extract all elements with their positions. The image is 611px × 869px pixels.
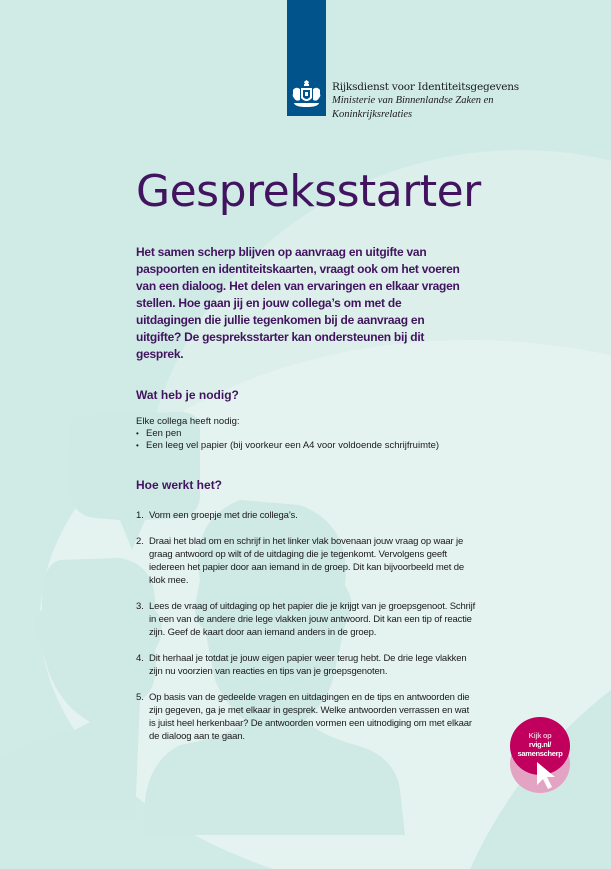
list-item	[136, 428, 481, 440]
step-text: Vorm een groepje met drie collega’s.	[149, 510, 298, 521]
step-text: Draai het blad om en schrijf in het linker vlak bovenaan jouw vraag op waar je graag antwoord op wilt of de uitdaging die je tegenkomt. Vervolgens geeft iedereen het papier door aan iemand in de groep. Dit kan bijvoorbeeld met de klok mee.	[149, 536, 464, 586]
document-content	[136, 160, 481, 756]
ministry-name-line1: Ministerie van Binnenlandse Zaken en	[332, 95, 494, 106]
organization-name: Rijksdienst voor Identiteitsgegevens	[332, 81, 519, 93]
step-text: Op basis van de gedeelde vragen en uitdagingen en de tips en antwoorden die zijn gegeven, ga je met elkaar in gesprek. Welke antwoorden verrassen en wat is juist heel herkenbaar? De antwoorden vormen een uitnodiging om met elkaar de dialoog aan te gaan.	[149, 692, 472, 742]
organization-name-block	[332, 80, 522, 122]
step-item	[136, 509, 476, 522]
bullet-icon: •	[136, 429, 139, 438]
step-number: 4.	[136, 653, 144, 664]
badge-line-3[interactable]: samenscherp	[517, 749, 563, 758]
badge-line-2[interactable]: rvig.nl/	[528, 740, 552, 749]
step-item	[136, 535, 476, 587]
badge-line-1: Kijk op	[528, 731, 552, 740]
page-title: Gespreksstarter	[136, 166, 481, 217]
ministry-name-line2: Koninkrijksrelaties	[332, 109, 413, 120]
needs-heading: Wat heb je nodig?	[136, 388, 239, 402]
step-number: 2.	[136, 536, 144, 547]
steps-list	[136, 509, 476, 743]
how-it-works-heading: Hoe werkt het?	[136, 478, 223, 492]
list-item	[136, 440, 481, 452]
mouse-cursor-icon	[536, 761, 558, 791]
needs-list	[136, 428, 481, 452]
step-number: 3.	[136, 601, 144, 612]
needs-intro-text: Elke collega heeft nodig:	[136, 416, 240, 427]
government-logo-bar	[287, 0, 326, 116]
bullet-icon: •	[136, 441, 139, 450]
step-item	[136, 691, 476, 743]
step-number: 1.	[136, 510, 144, 521]
list-item-text: Een pen	[146, 428, 182, 439]
intro-paragraph: Het samen scherp blijven op aanvraag en uitgifte van paspoorten en identiteitskaarten, vraagt ook om het voeren van een dialoog. Het delen van ervaringen en elkaar vragen stellen. Hoe gaan jij en jouw collega’s om met de uitdagingen die jullie tegenkomen bij de aanvraag en uitgifte? De gespreksstarter kan ondersteunen bij dit gesprek.	[136, 245, 460, 361]
step-number: 5.	[136, 692, 144, 703]
website-link-badge[interactable]	[510, 717, 572, 795]
step-item	[136, 600, 476, 639]
step-text: Lees de vraag of uitdaging op het papier die je krijgt van je groepsgenoot. Schrijf in een van de andere drie lege vlakken jouw antwoord. Dit kan een tip of reactie zijn. Geef de kaart door aan iemand anders in de groep.	[149, 601, 476, 638]
list-item-text: Een leeg vel papier (bij voorkeur een A4 voor voldoende schrijfruimte)	[146, 440, 440, 451]
badge-text	[510, 731, 570, 758]
how-it-works-section	[136, 477, 481, 743]
dutch-coat-of-arms-icon	[290, 80, 323, 110]
step-item	[136, 652, 476, 678]
needs-section	[136, 387, 481, 452]
step-text: Dit herhaal je totdat je jouw eigen papier weer terug hebt. De drie lege vlakken zijn nu voorzien van reacties en tips van je groepsgenoten.	[149, 653, 467, 677]
